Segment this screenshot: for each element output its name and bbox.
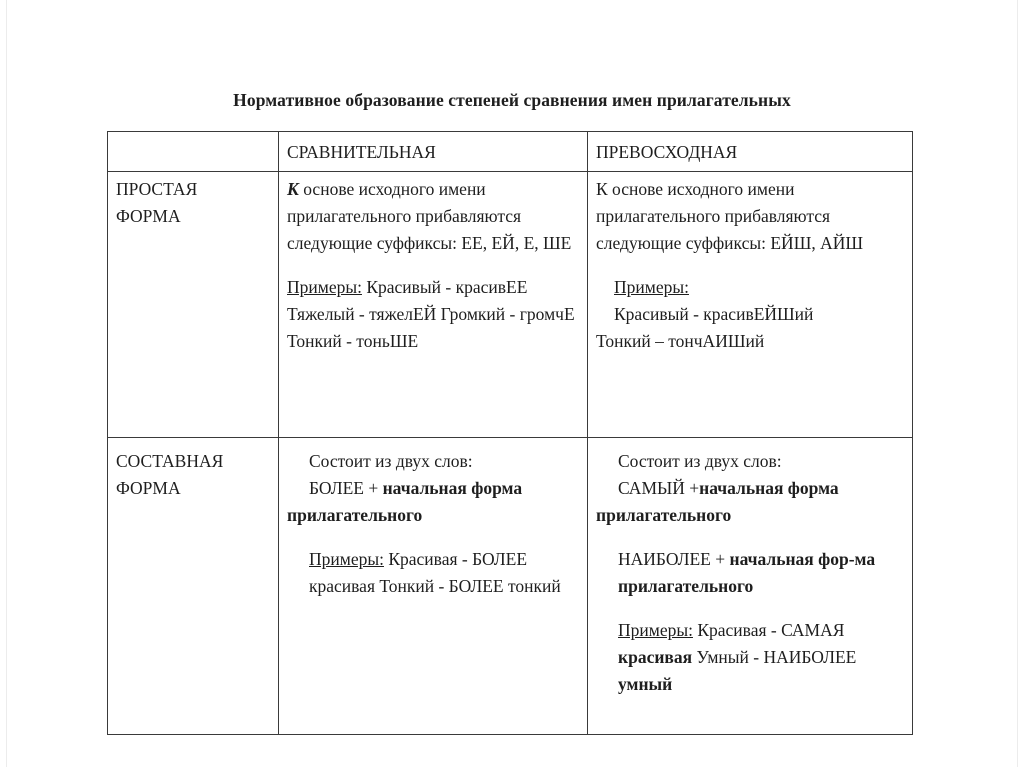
simple-label-line1: ПРОСТАЯ <box>116 179 198 199</box>
simple-comparative-cell <box>279 172 588 438</box>
compound-superlative-intro: Состоит из двух слов: <box>618 451 782 471</box>
comparison-degrees-table <box>107 131 913 735</box>
compound-form-label <box>108 438 279 735</box>
rule-word: НАИБОЛЕЕ + <box>618 549 730 569</box>
compound-label-line1: СОСТАВНАЯ <box>116 451 224 471</box>
compound-superlative-rule-2 <box>596 546 906 600</box>
header-superlative: ПРЕВОСХОДНАЯ <box>588 132 913 172</box>
examples-text-d: умный <box>618 674 673 694</box>
examples-text-b: красивая <box>618 647 693 667</box>
header-empty-cell <box>108 132 279 172</box>
simple-form-label <box>108 172 279 438</box>
left-frame-line <box>6 0 7 767</box>
simple-form-row <box>108 172 913 438</box>
simple-superlative-rule: К основе исходного имени прилагательного прибавляются следующие суффиксы: ЕЙШ, АЙШ <box>596 179 864 253</box>
examples-label: Примеры: <box>614 277 689 297</box>
compound-superlative-rule-1 <box>596 475 906 529</box>
rule-bold: начальная форма прилагательного <box>287 478 523 525</box>
compound-comparative-cell <box>279 438 588 735</box>
examples-text: Красивый - красивЕЕ Тяжелый - тяжелЕЙ Громкий - громчЕ Тонкий - тоньШЕ <box>287 277 575 351</box>
compound-comparative-examples <box>287 546 581 600</box>
simple-superlative-cell <box>588 172 913 438</box>
simple-superlative-example-2: Тонкий – тончАИШий <box>596 331 765 351</box>
simple-comparative-rule <box>287 176 581 257</box>
examples-text: Красивая - БОЛЕЕ красивая Тонкий - БОЛЕЕ тонкий <box>309 549 561 596</box>
simple-label-line2: ФОРМА <box>116 206 181 226</box>
examples-text-c: Умный - НАИБОЛЕЕ <box>692 647 857 667</box>
table-header-row <box>108 132 913 172</box>
rule-word: САМЫЙ + <box>618 478 700 498</box>
document-title: Нормативное образование степеней сравнения имен прилагательных <box>233 90 791 110</box>
examples-label: Примеры: <box>618 620 693 640</box>
simple-comparative-examples <box>287 274 581 355</box>
compound-comparative-intro: Состоит из двух слов: <box>309 451 473 471</box>
simple-superlative-example-1: Красивый - красивЕЙШий <box>614 304 814 324</box>
rule-bold: начальная форма прилагательного <box>596 478 839 525</box>
rule-text: основе исходного имени прилагательного прибавляются следующие суффиксы: ЕЕ, ЕЙ, Е, ШЕ <box>287 179 572 253</box>
compound-superlative-examples <box>596 617 906 698</box>
rule-initial-letter: К <box>287 179 299 199</box>
compound-superlative-cell <box>588 438 913 735</box>
compound-form-row <box>108 438 913 735</box>
rule-word: БОЛЕЕ + <box>309 478 379 498</box>
right-frame-line <box>1017 0 1018 767</box>
header-comparative: СРАВНИТЕЛЬНАЯ <box>279 132 588 172</box>
simple-superlative-examples-label <box>596 274 906 301</box>
rule-bold: начальная фор-ма прилагательного <box>618 549 876 596</box>
examples-text-a: Красивая - САМАЯ <box>692 620 845 640</box>
compound-comparative-rule <box>287 475 581 529</box>
examples-label: Примеры: <box>309 549 384 569</box>
compound-label-line2: ФОРМА <box>116 478 181 498</box>
examples-label: Примеры: <box>287 277 362 297</box>
